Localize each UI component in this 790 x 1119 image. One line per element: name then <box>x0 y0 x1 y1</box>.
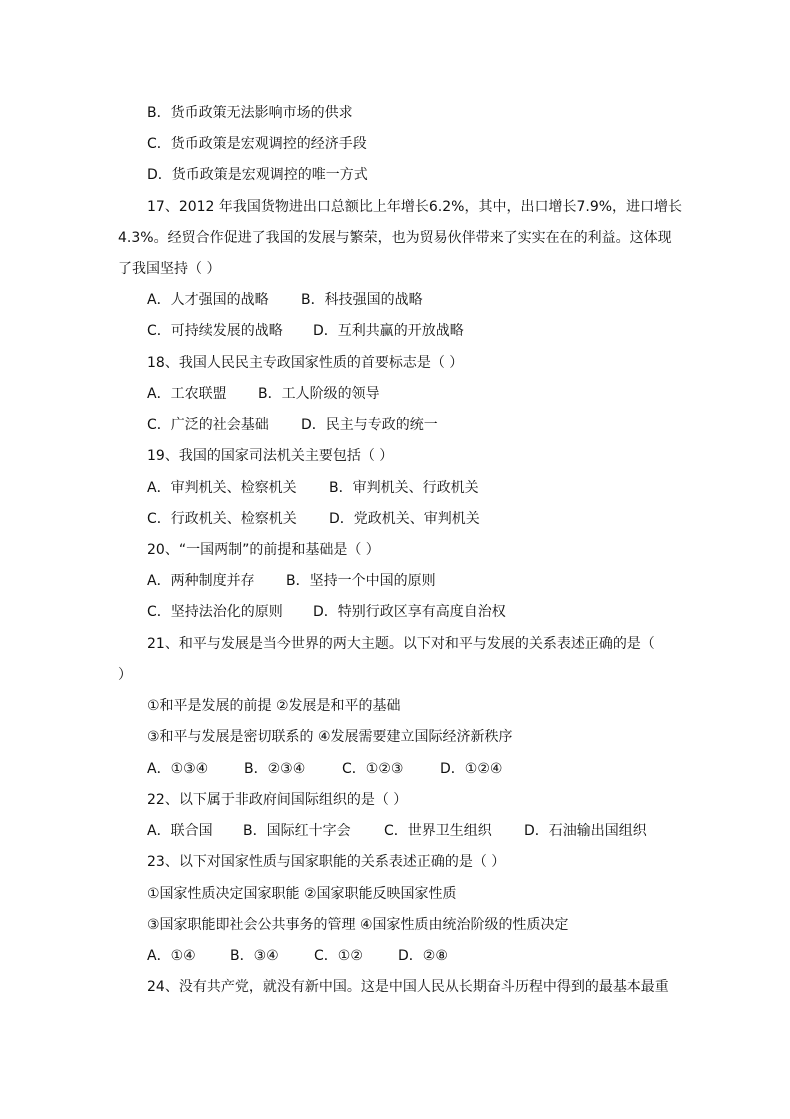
option-line-d: D．货币政策是宏观调控的唯一方式 <box>147 167 368 183</box>
option-b: B．国际红十字会 <box>243 823 351 839</box>
question-19: 19、我国的国家司法机关主要包括（ ） <box>147 448 394 464</box>
option-d: D．民主与专政的统一 <box>301 417 438 433</box>
question-17-line-3: 了我国坚持（ ） <box>118 261 221 277</box>
option-a: A．审判机关、检察机关 <box>147 480 297 496</box>
option-a: A．①③④ <box>147 761 209 777</box>
option-a: A．两种制度并存 <box>147 573 255 589</box>
option-c: C．世界卫生组织 <box>384 823 492 839</box>
option-c: C．可持续发展的战略 <box>147 323 283 339</box>
option-a: A．联合国 <box>147 823 213 839</box>
option-line-c: C．货币政策是宏观调控的经济手段 <box>147 136 367 152</box>
question-21-line-2: ） <box>118 667 132 683</box>
question-23-statement-1: ①国家性质决定国家职能 ②国家职能反映国家性质 <box>147 886 457 902</box>
option-line-b: B．货币政策无法影响市场的供求 <box>147 105 353 121</box>
option-d: D．石油输出国组织 <box>524 823 647 839</box>
option-b: B．工人阶级的领导 <box>258 386 380 402</box>
option-c: C．①②③ <box>342 761 404 777</box>
option-c: C．坚持法治化的原则 <box>147 604 283 620</box>
question-21-line-1: 21、和平与发展是当今世界的两大主题。以下对和平与发展的关系表述正确的是（ <box>147 636 655 652</box>
option-b: B．坚持一个中国的原则 <box>286 573 436 589</box>
question-24-line-1: 24、没有共产党，就没有新中国。这是中国人民从长期奋斗历程中得到的最基本最重 <box>147 979 669 995</box>
option-a: A．①④ <box>147 948 196 964</box>
question-20: 20、“一国两制”的前提和基础是（ ） <box>147 542 380 558</box>
option-c: C．①② <box>314 948 363 964</box>
option-d: D．党政机关、审判机关 <box>329 511 480 527</box>
question-22: 22、以下属于非政府间国际组织的是（ ） <box>147 792 408 808</box>
option-a: A．人才强国的战略 <box>147 292 269 308</box>
option-c: C．广泛的社会基础 <box>147 417 269 433</box>
option-b: B．科技强国的战略 <box>301 292 423 308</box>
question-23: 23、以下对国家性质与国家职能的关系表述正确的是（ ） <box>147 854 506 870</box>
option-b: B．②③④ <box>244 761 306 777</box>
option-d: D．①②④ <box>440 761 503 777</box>
option-c: C．行政机关、检察机关 <box>147 511 297 527</box>
question-23-statement-2: ③国家职能即社会公共事务的管理 ④国家性质由统治阶级的性质决定 <box>147 917 569 933</box>
question-18: 18、我国人民民主专政国家性质的首要标志是（ ） <box>147 355 464 371</box>
option-d: D．②⑧ <box>398 948 448 964</box>
option-d: D．互利共赢的开放战略 <box>313 323 464 339</box>
option-a: A．工农联盟 <box>147 386 227 402</box>
option-d: D．特别行政区享有高度自治权 <box>313 604 506 620</box>
question-21-statement-1: ①和平是发展的前提 ②发展是和平的基础 <box>147 698 401 714</box>
option-b: B．审判机关、行政机关 <box>329 480 479 496</box>
option-b: B．③④ <box>230 948 279 964</box>
question-21-statement-2: ③和平与发展是密切联系的 ④发展需要建立国际经济新秩序 <box>147 729 513 745</box>
question-17-line-1: 17、2012 年我国货物进出口总额比上年增长6.2%，其中，出口增长7.9%，进口增长 <box>147 199 683 215</box>
question-17-line-2: 4.3%。经贸合作促进了我国的发展与繁荣，也为贸易伙伴带来了实实在在的利益。这体现 <box>118 230 672 246</box>
